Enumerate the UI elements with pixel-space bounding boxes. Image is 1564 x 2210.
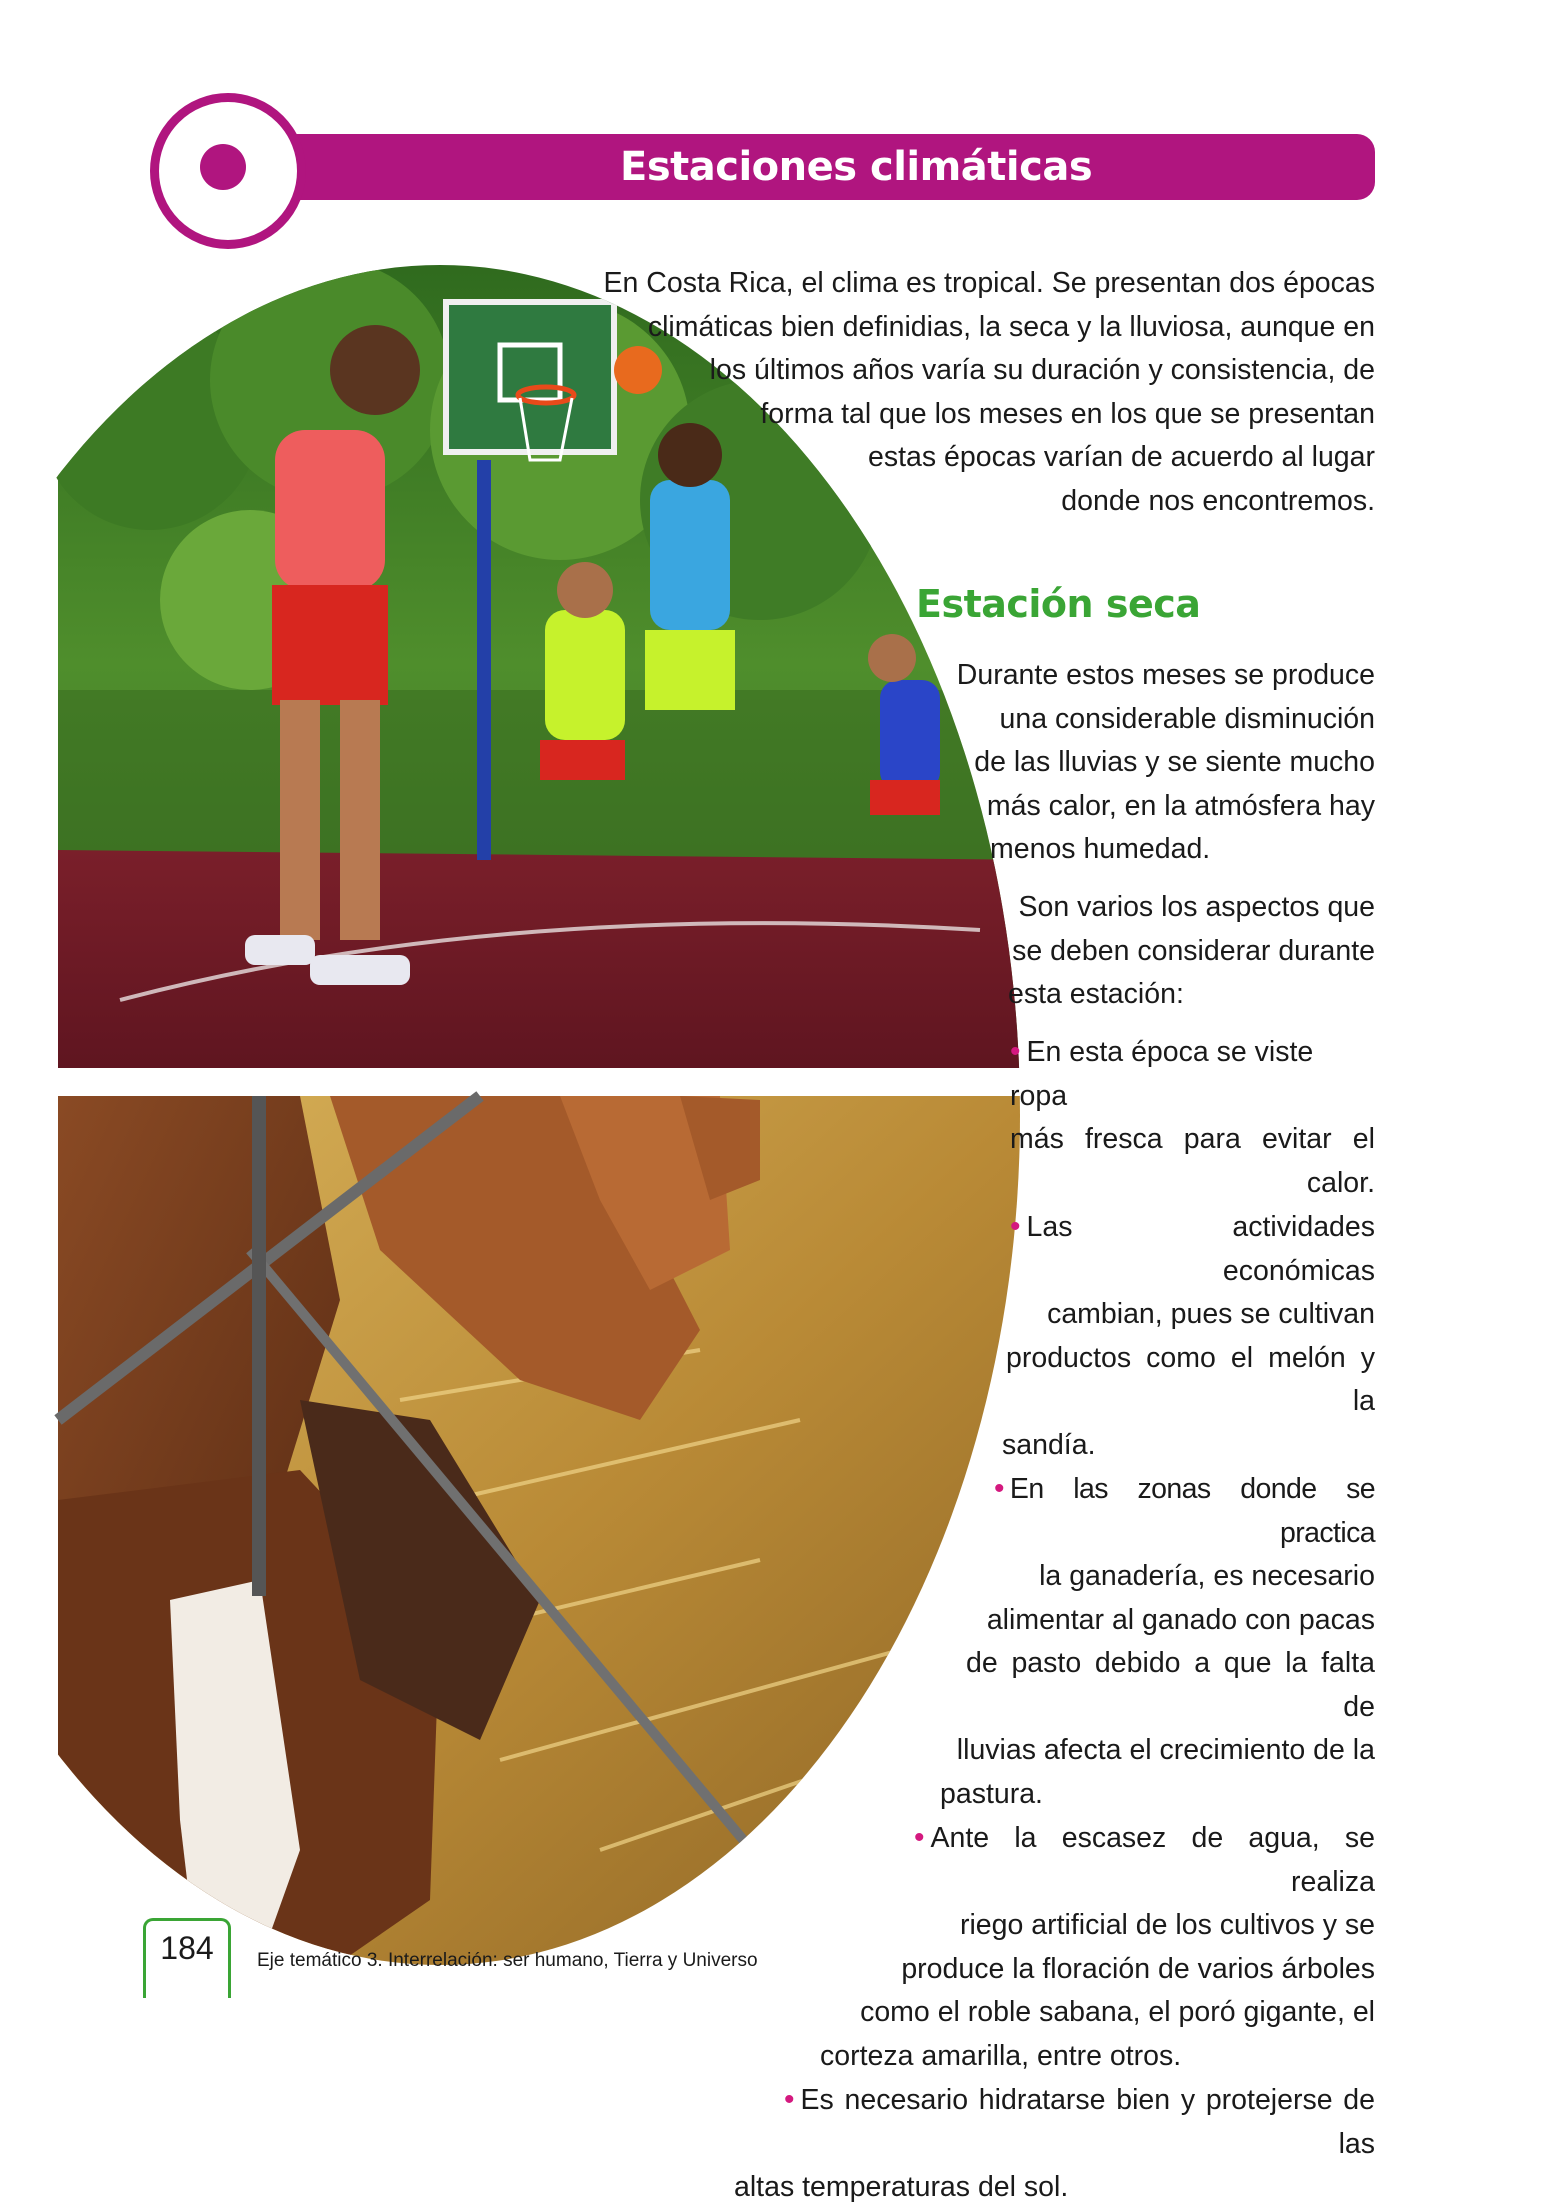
list-item-text: la ganadería, es necesario: [1039, 1560, 1375, 1592]
list-item-text: cambian, pues se cultivan: [1047, 1298, 1375, 1330]
intro-paragraph: [560, 262, 1375, 523]
section-paragraph-2: [1000, 886, 1375, 1017]
footer-caption: Eje temático 3. Interrelación: ser humano, Tierra y Universo: [257, 1950, 758, 1971]
intro-line: donde nos encontremos.: [1061, 484, 1375, 517]
list-item-text: riego artificial de los cultivos y se: [959, 1909, 1375, 1941]
list-item-text: corteza amarilla, entre otros.: [820, 2039, 1182, 2072]
intro-line: climáticas bien definidias, la seca y la lluviosa, aunque en: [647, 310, 1375, 343]
paragraph-line: una considerable disminución: [999, 702, 1375, 735]
list-item-text: productos como el melón y la: [1006, 1341, 1375, 1417]
bullet-list: [720, 1030, 1375, 2210]
list-item: [720, 1205, 1375, 1293]
intro-line: En Costa Rica, el clima es tropical. Se presentan dos épocas: [603, 267, 1375, 299]
paragraph-line: de las lluvias y se siente mucho: [974, 746, 1375, 778]
list-item-text: alimentar al ganado con pacas: [986, 1603, 1375, 1636]
list-item: [720, 1467, 1375, 1555]
paragraph-line: se deben considerar durante: [1012, 934, 1375, 967]
list-item: [720, 1030, 1375, 1118]
paragraph-line: más calor, en la atmósfera hay: [986, 789, 1375, 822]
intro-line: los últimos años varía su duración y consistencia, de: [709, 354, 1375, 386]
section-title: Estación seca: [916, 582, 1201, 626]
list-item-text: altas temperaturas del sol.: [734, 2171, 1069, 2203]
list-item-text: lluvias afecta el crecimiento de la: [956, 1734, 1375, 1766]
intro-line: estas épocas varían de acuerdo al lugar: [868, 441, 1375, 473]
bullet-icon: •: [994, 1472, 1004, 1505]
list-item-text: sandía.: [1002, 1428, 1096, 1461]
bullet-icon: •: [784, 2083, 795, 2116]
intro-line: forma tal que los meses en los que se presentan: [760, 397, 1375, 430]
list-item-text: como el roble sabana, el poró gigante, el: [860, 1996, 1375, 2028]
list-item-text: más fresca para evitar el calor.: [1010, 1123, 1375, 1199]
list-item-text: En esta época se viste ropa: [1010, 1036, 1314, 1112]
list-item-text: En las zonas donde se practica: [1009, 1473, 1375, 1549]
bullet-icon: •: [1010, 1035, 1021, 1068]
section-paragraph-1: [944, 654, 1375, 872]
paragraph-line: Son varios los aspectos que: [1018, 891, 1375, 923]
list-item-text: Ante la escasez de agua, se realiza: [930, 1822, 1375, 1898]
paragraph-line: menos humedad.: [990, 833, 1211, 865]
bullet-icon: •: [1010, 1210, 1021, 1243]
list-item-text: de pasto debido a que la falta de: [966, 1647, 1375, 1723]
paragraph-line: Durante estos meses se produce: [956, 659, 1375, 691]
page-number: 184: [160, 1930, 214, 1966]
bullet-icon: •: [914, 1821, 925, 1854]
list-item-text: Es necesario hidratarse bien y protejerse de las: [800, 2084, 1375, 2160]
paragraph-line: esta estación:: [1008, 978, 1184, 1010]
list-item-text: Las actividades económicas: [1026, 1211, 1375, 1287]
list-item: [720, 1816, 1375, 1904]
list-item: [720, 2078, 1375, 2166]
page-title: Estaciones climáticas: [620, 144, 1093, 190]
list-item-text: pastura.: [940, 1777, 1043, 1810]
list-item-text: produce la floración de varios árboles: [901, 1952, 1375, 1985]
